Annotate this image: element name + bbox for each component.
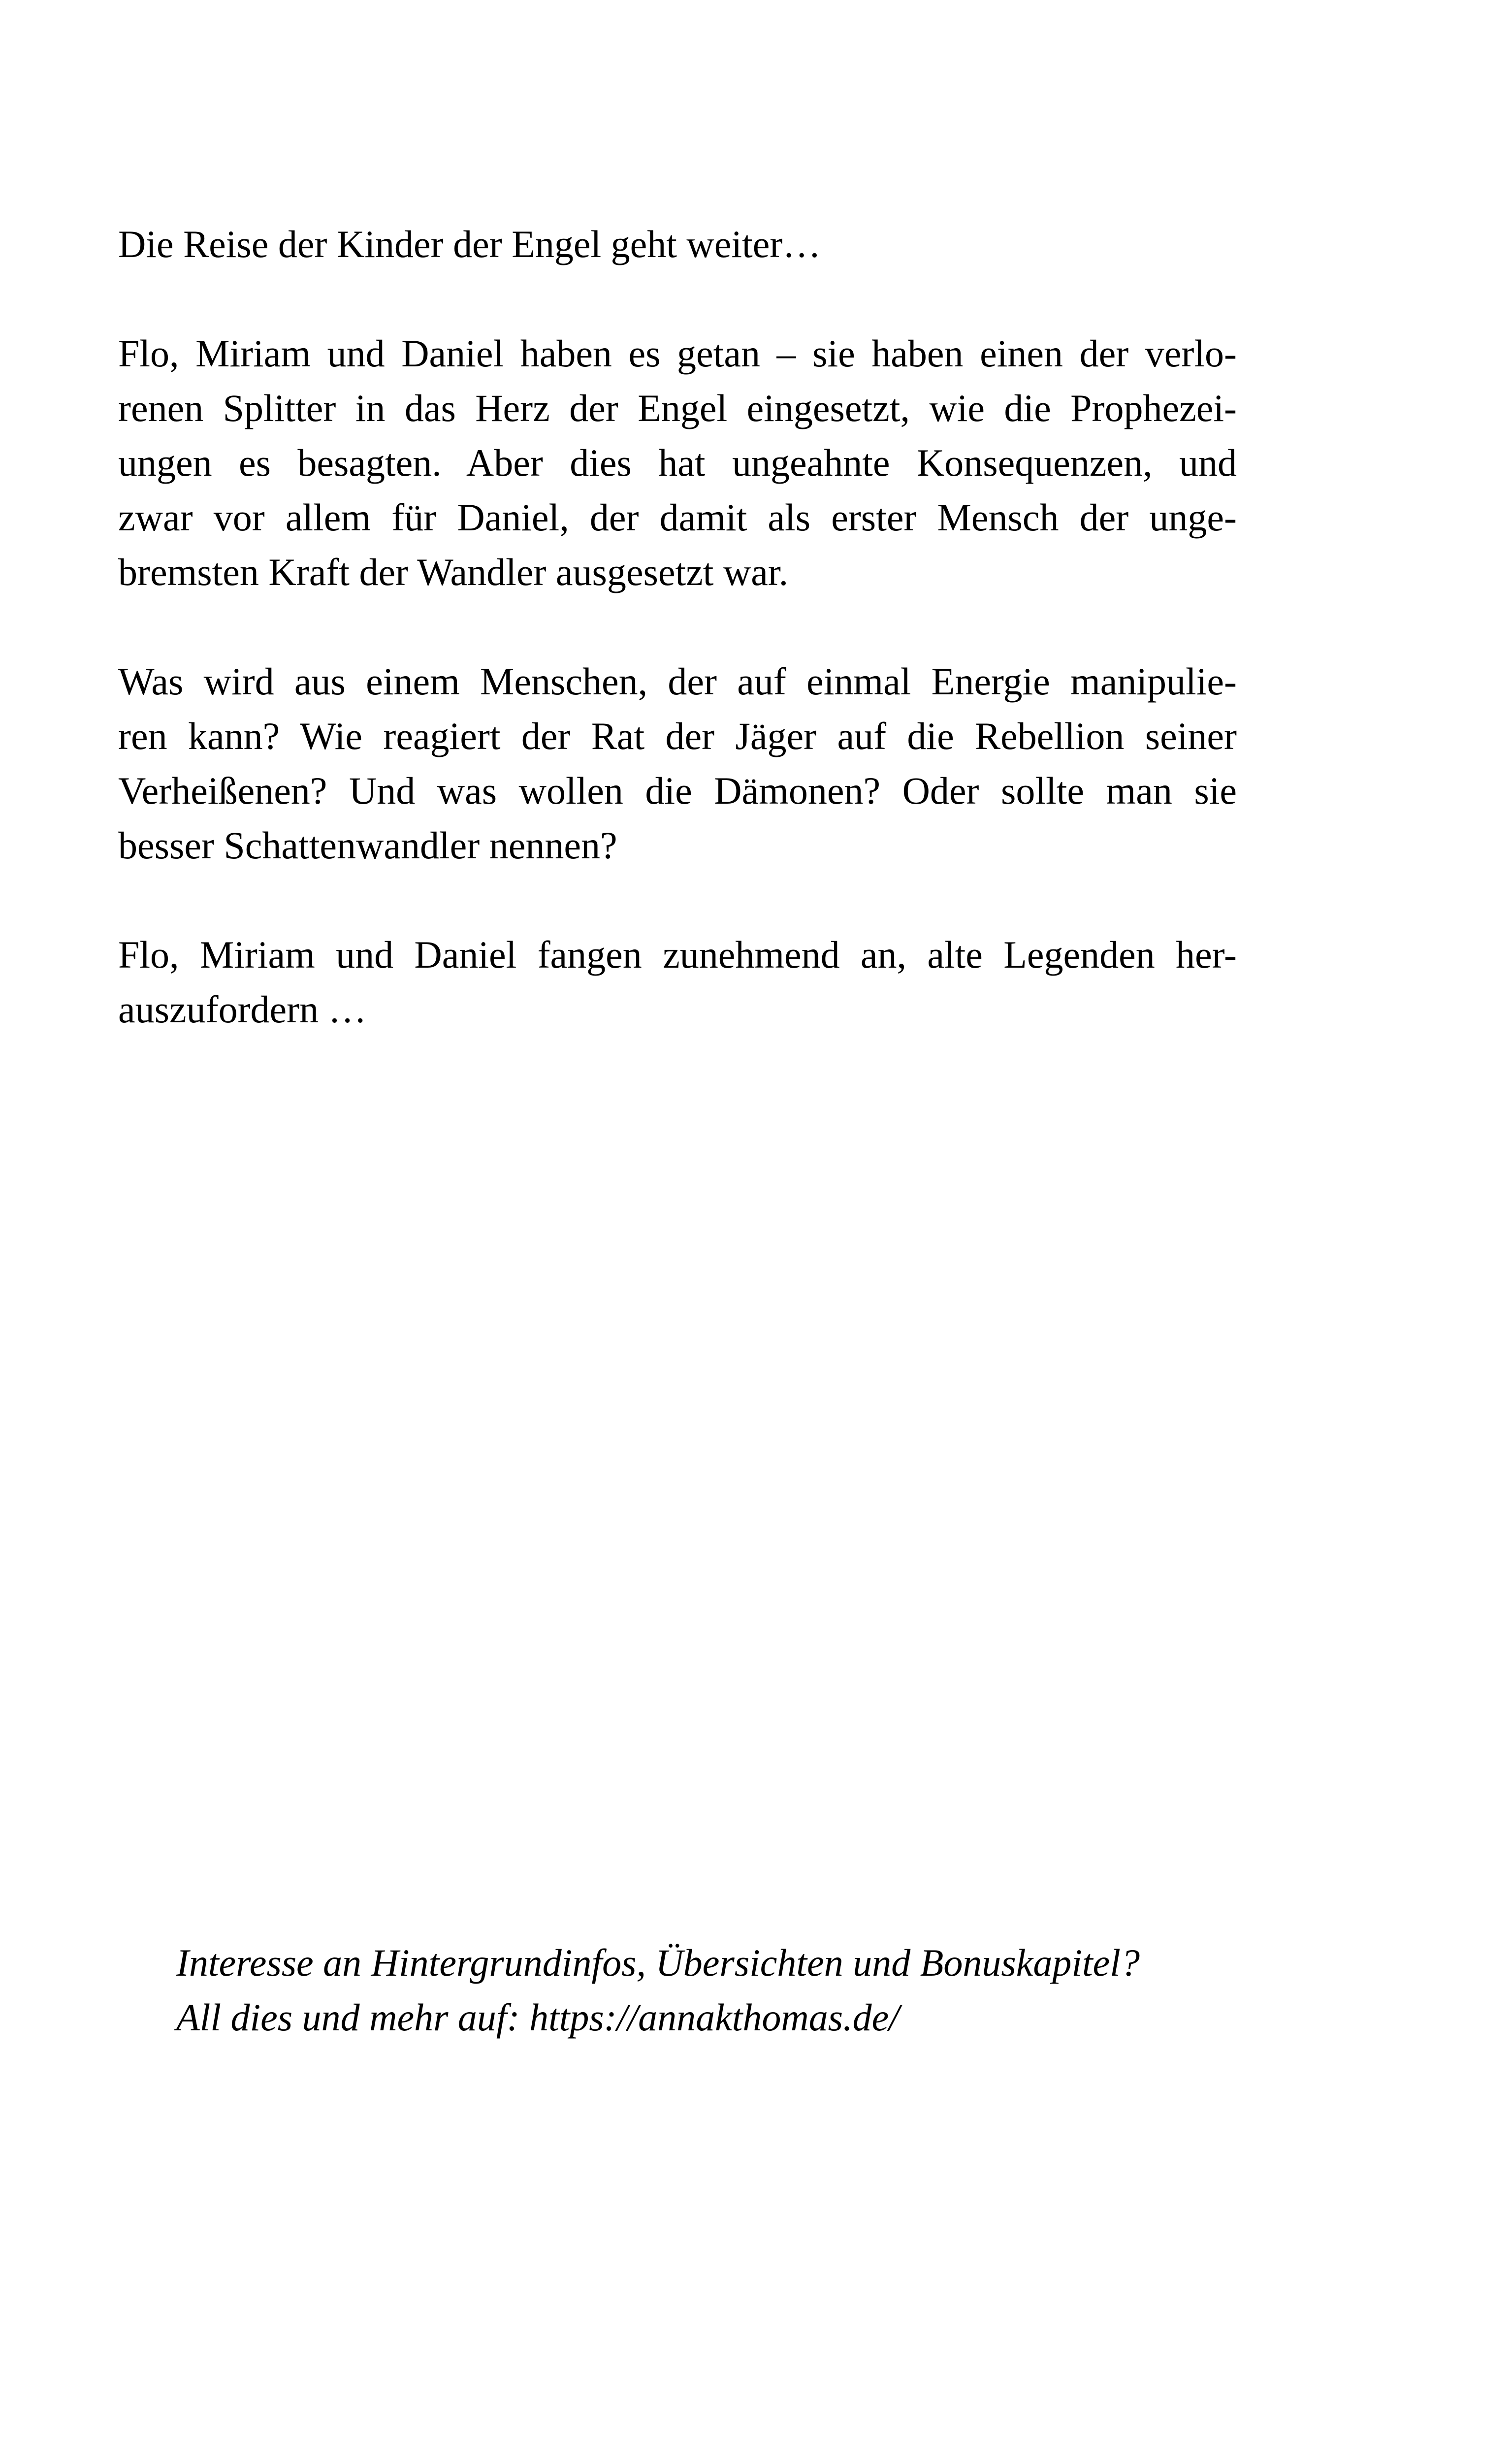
text-line: Flo, Miriam und Daniel fangen zunehmend an, alte Legenden her- <box>118 933 1237 976</box>
text-line: ungen es besagten. Aber dies hat ungeahnte Konsequenzen, und <box>118 441 1237 484</box>
text-line: Was wird aus einem Menschen, der auf einmal Energie manipulie- <box>118 660 1237 703</box>
footer-line-website: All dies und mehr auf: https://annakthomas.de/ <box>176 1996 900 2039</box>
text-line: Verheißenen? Und was wollen die Dämonen? Oder sollte man sie <box>118 769 1237 812</box>
text-line: auszufordern … <box>118 988 367 1031</box>
paragraph-plot <box>118 326 1237 599</box>
text-line: renen Splitter in das Herz der Engel eingesetzt, wie die Prophezei- <box>118 387 1237 429</box>
paragraph-closing <box>118 927 1237 1037</box>
text-line: ren kann? Wie reagiert der Rat der Jäger auf die Rebellion seiner <box>118 715 1237 757</box>
text-line: bremsten Kraft der Wandler ausgesetzt war. <box>118 551 789 593</box>
text-line: Flo, Miriam und Daniel haben es getan – sie haben einen der verlo- <box>118 332 1237 375</box>
text-line: zwar vor allem für Daniel, der damit als erster Mensch der unge- <box>118 496 1237 539</box>
blurb-text <box>118 217 1237 1091</box>
footer-line-bonus: Interesse an Hintergrundinfos, Übersichten und Bonuskapitel? <box>176 1941 1140 1984</box>
paragraph-intro <box>118 217 1237 271</box>
text-line: Die Reise der Kinder der Engel geht weiter… <box>118 223 821 265</box>
footer-note <box>176 1935 1309 2045</box>
paragraph-questions <box>118 654 1237 873</box>
text-line: besser Schattenwandler nennen? <box>118 824 617 867</box>
